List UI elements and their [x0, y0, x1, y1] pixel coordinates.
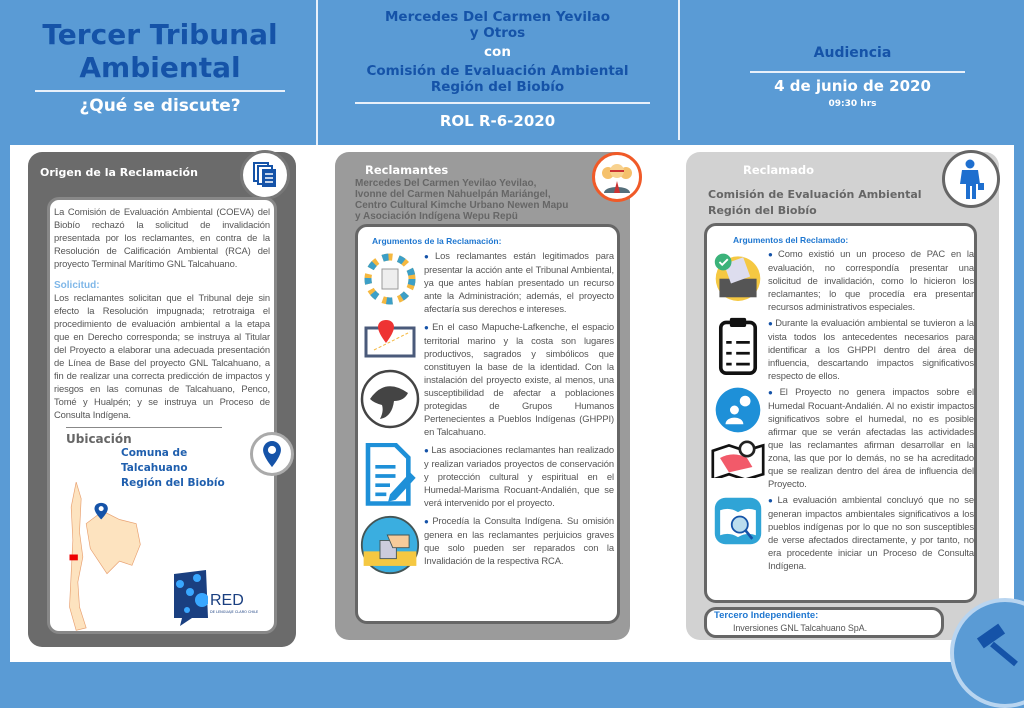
party-line: Mercedes Del Carmen Yevilao	[385, 9, 610, 25]
reclamado-args	[710, 247, 975, 572]
argument-text: Los reclamantes están legitimados para presentar la acción ante el Tribunal Ambiental, ya que antes habían presentado un recurso ante la Administración; además, el proyecto afectaría sus derechos e intereses.	[424, 250, 615, 314]
reclamado-title: Reclamado	[743, 163, 815, 177]
argument-item: ● Los reclamantes están legitimados para presentar la acción ante el Tribunal Ambiental, ya que antes habían presentado un recurso ante la Administración; además, el proyecto afectaría sus derechos e intereses.	[360, 249, 615, 315]
logo-subtext: DE LENGUAJE CLARO CHILE	[210, 610, 259, 614]
case-rol: ROL R-6-2020	[439, 112, 556, 130]
clipboard-checklist-icon	[710, 316, 766, 376]
hearing-date: 4 de junio de 2020	[774, 77, 931, 95]
reclamantes-args	[360, 249, 615, 576]
claimant-name: y Asociación Indígena Wepu Repü	[355, 211, 518, 222]
argument-text: Las asociaciones reclamantes han realizado y realizan variados proyectos de conservación y protección cultural y espiritual en el Humedal-Marisma Rocuant-Andalién, que se verá intervenido por el proyecto.	[424, 444, 614, 508]
solicitud-text: Los reclamantes solicitan que el Tribunal deje sin efecto la Resolución impugnada; retrotraiga el procedimiento de evaluación ambiental a la etapa que en Derecho corresponda; se instruya al Titular del Proyecto a elaborar una adecuada presentación de Línea de Base del proyecto GNL Talcahuano, a fin de realizar una correcta predicción de impactos y riesgos en las comunas de Talcahuano, Penco, Tomé y Hualpén; y se instruya un Proceso de Consulta Indígena.	[54, 292, 270, 420]
ubicacion-line: Región del Biobío	[121, 477, 225, 489]
origen-text: La Comisión de Evaluación Ambiental (COEVA) del Biobío rechazó la solicitud de invalidación presentada por los reclamantes, en contra de la Resolución de Calificación Ambiental (RCA) del proyecto Terminal Marítimo GNL Talcahuano.	[54, 206, 270, 269]
title-line: Tercer Tribunal	[42, 18, 278, 51]
hearing-label: Audiencia	[813, 45, 892, 61]
tercero-label: Tercero Independiente:	[714, 610, 819, 621]
reclamantes-title: Reclamantes	[365, 163, 449, 177]
document-pencil-icon	[360, 443, 420, 509]
person-alert-map-icon	[710, 385, 766, 478]
argument-item: ● En el caso Mapuche-Lafkenche, el espacio territorial marino y la costa son lugares productivos, sagrados y simbólicos que constituyen la base de la identidad. Con la instalación del proyecto existe, al menos, una susceptibilidad de afectar a poblaciones protegidas de Grupos Humanos Pertenecientes a Pueblos Indígenas (GHPPI) en Talcahuano.	[360, 320, 615, 438]
argument-text: En el caso Mapuche-Lafkenche, el espacio territorial marino y la costa son lugares productivos, sagrados y simbólicos que constituyen la base de la identidad. Con la instalación del proyecto existe, al menos, una susceptibilidad de afectar a poblaciones protegidas de Grupos Humanos Pertenecientes a Pueblos Indígenas (GHPPI) en Talcahuano.	[424, 321, 614, 437]
header-divider	[316, 0, 318, 145]
claimant-name: Mercedes Del Carmen Yevilao Yevilao,	[355, 178, 537, 189]
argument-text: Procedía la Consulta Indígena. Su omisión genera en las reclamantes perjuicios graves que solo pueden ser reparados con la Invalidación de la respectiva RCA.	[424, 515, 614, 566]
ubicacion-label: Ubicación	[66, 432, 132, 446]
map-pin-icon	[360, 320, 420, 434]
argument-text: La evaluación ambiental concluyó que no se generan impactos ambientales significativos a los pueblos indígenas por lo que no son susceptibles de verse afectados directamente, y por tanto, no era procedente iniciar un Proceso de Consulta Indígena.	[768, 494, 975, 571]
party-line: Comisión de Evaluación Ambiental	[366, 63, 629, 79]
chile-map-icon	[52, 482, 162, 632]
con-label: con	[484, 44, 511, 60]
party-line: y Otros	[469, 25, 526, 41]
argument-item: ● Procedía la Consulta Indígena. Su omisión genera en las reclamantes perjuicios graves que solo pueden ser reparados con la Invalidación de la respectiva RCA.	[360, 514, 615, 576]
args-label: Argumentos de la Reclamación:	[372, 236, 502, 246]
reclamantes-names	[355, 178, 589, 222]
ubicacion-block	[54, 432, 250, 491]
divider	[66, 427, 222, 428]
origen-content	[54, 205, 294, 491]
ballot-check-icon	[710, 247, 766, 303]
book-magnifier-icon	[710, 493, 766, 549]
red-logo	[172, 570, 259, 626]
argument-text: Durante la evaluación ambiental se tuvieron a la vista todos los antecedentes necesarios para identificar a los GHPPI dentro del área de influencia, descartando impactos significativos respecto de ellos.	[768, 317, 975, 381]
documents-icon	[240, 150, 290, 200]
businessman-icon	[942, 150, 1000, 208]
claimants-group-icon	[592, 152, 642, 202]
solicitud-label: Solicitud:	[54, 280, 100, 291]
ubicacion-line: Comuna de Talcahuano	[121, 447, 188, 474]
subtitle: ¿Qué se discute?	[79, 96, 241, 116]
reclamado-name-line: Región del Biobío	[708, 204, 817, 217]
argument-item: ● La evaluación ambiental concluyó que no se generan impactos ambientales significativos a los pueblos indígenas por lo que no son susceptibles de verse afectados directamente, y por tanto, no era procedente iniciar un Proceso de Consulta Indígena.	[710, 493, 975, 572]
ubicacion-value	[121, 446, 250, 491]
reclamado-name-line: Comisión de Evaluación Ambiental	[708, 188, 922, 201]
args-label: Argumentos del Reclamado:	[733, 235, 849, 245]
divider	[35, 90, 285, 92]
reclamado-name	[708, 187, 922, 219]
argument-text: Como existió un un proceso de PAC en la evaluación, no correspondía presentar una solicitud de invalidación, como lo hicieron los reclamantes; lo que procedía era presentar recursos administrativos especiales.	[768, 248, 974, 312]
argument-item: ● El Proyecto no genera impactos sobre el Humedal Rocuant-Andalién. Al no existir impactos significativos sobre el humedal, no es posible afirmar que se verán afectadas las actividades que las reclamantes afirman desarrollar en la zona, las que por lo demás, no se ha acreditado que se realizan dentro del área de influencia del Proyecto.	[710, 385, 975, 490]
argument-text: El Proyecto no genera impactos sobre el Humedal Rocuant-Andalién. Al no existir impactos significativos sobre el humedal, no es posible afirmar que se verán afectadas las actividades que las reclamantes afirman desarrollar en la zona, las que por lo demás, no se ha acreditado que se realizan dentro del área de influencia del Proyecto.	[768, 386, 974, 489]
divider	[355, 102, 650, 104]
app-title	[20, 18, 300, 84]
divider	[750, 71, 965, 73]
claimant-name: Centro Cultural Kimche Urbano Newen Mapu	[355, 200, 569, 211]
ubicacion-row	[54, 432, 294, 491]
tercero-value: Inversiones GNL Talcahuano SpA.	[733, 623, 867, 633]
party-line: Región del Biobío	[430, 79, 565, 95]
case-parties	[330, 9, 665, 95]
ballot-box-icon	[360, 514, 420, 576]
fish-icon	[360, 364, 420, 434]
argument-item: ● Las asociaciones reclamantes han realizado y realizan variados proyectos de conservación y protección cultural y espiritual en el Humedal-Marisma Rocuant-Andalién, que se verá intervenido por el proyecto.	[360, 443, 615, 509]
logo-text: RED	[210, 592, 244, 609]
community-document-icon	[360, 249, 420, 309]
argument-item: ● Como existió un un proceso de PAC en la evaluación, no correspondía presentar una solicitud de invalidación, como lo hicieron los reclamantes; lo que procedía era presentar recursos administrativos especiales.	[710, 247, 975, 313]
origen-title: Origen de la Reclamación	[40, 166, 198, 179]
argument-item: ● Durante la evaluación ambiental se tuvieron a la vista todos los antecedentes necesarios para identificar a los GHPPI dentro del área de influencia, descartando impactos significativos respecto de ellos.	[710, 316, 975, 382]
location-pin-icon	[250, 432, 294, 476]
hearing-time: 09:30 hrs	[828, 99, 877, 109]
title-line: Ambiental	[79, 51, 241, 84]
claimant-name: Ivonne del Carmen Nahuelpán Mariángel,	[355, 189, 551, 200]
header-divider	[678, 0, 680, 140]
